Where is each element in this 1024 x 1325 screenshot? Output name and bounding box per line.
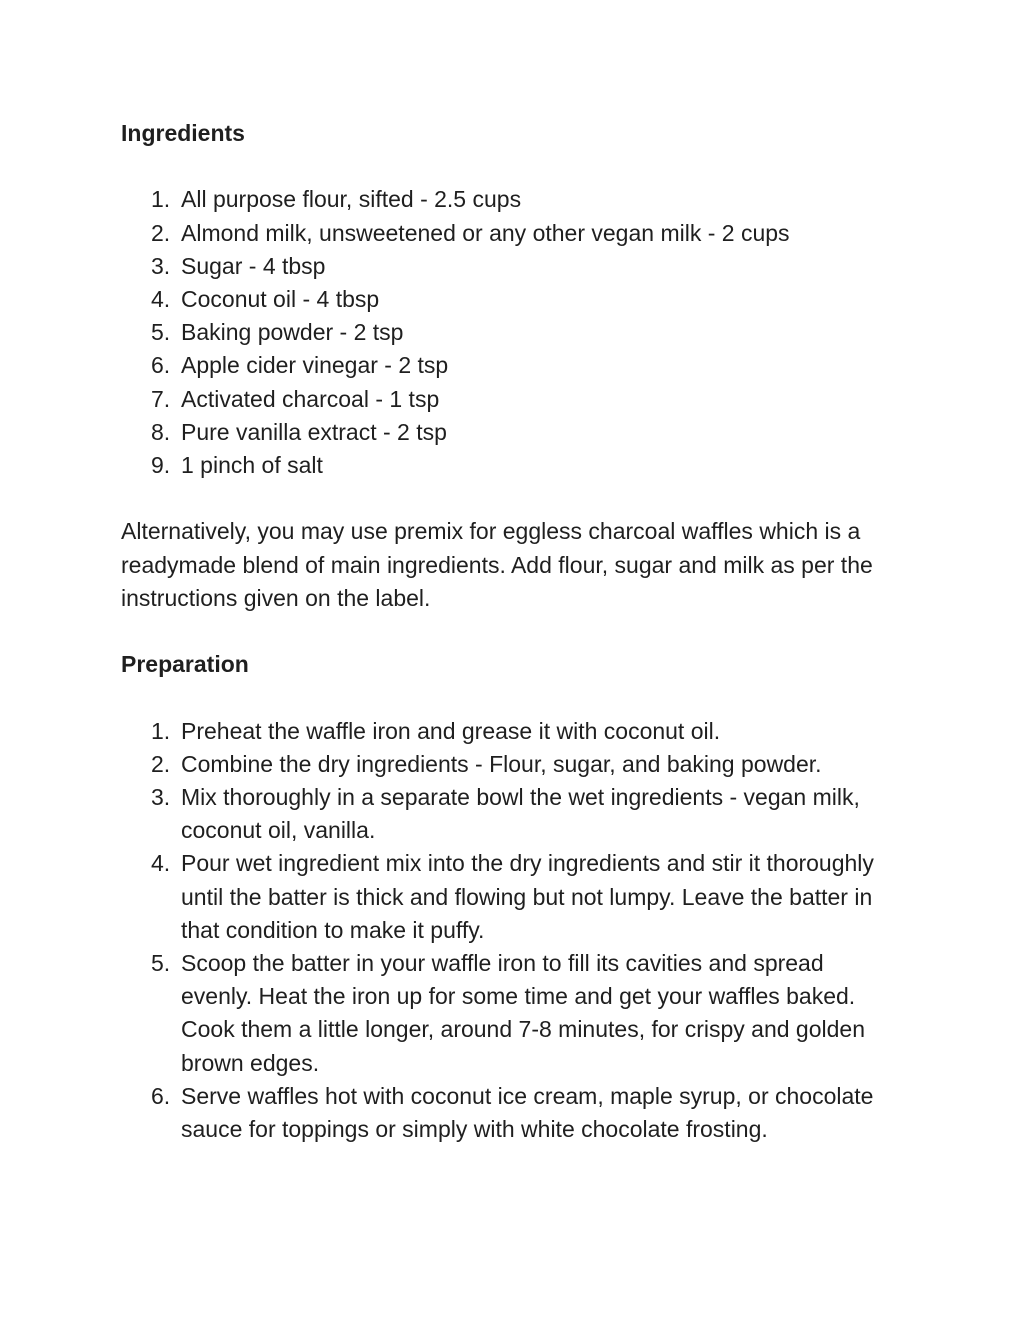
ingredients-heading: Ingredients — [121, 120, 245, 146]
step-text: Scoop the batter in your waffle iron to fill its cavities and spread evenly. Heat the iron up for some time and get your waffles baked. Cook them a little longer, around 7-8 minutes, for crispy and golden brown edges. — [181, 950, 865, 1076]
ingredient-item-2 — [121, 217, 881, 250]
list-number: 1. — [151, 186, 171, 213]
list-number: 6. — [151, 352, 171, 379]
ingredient-item-5 — [121, 316, 881, 349]
ingredient-text: Coconut oil - 4 tbsp — [181, 286, 380, 312]
list-number: 5. — [151, 950, 171, 977]
spacer — [121, 150, 921, 183]
ingredient-item-3 — [121, 250, 881, 283]
step-text: Combine the dry ingredients - Flour, sugar, and baking powder. — [181, 750, 822, 777]
preparation-heading: Preparation — [121, 651, 249, 678]
list-number: 1. — [151, 717, 171, 744]
alternative-note: Alternatively, you may use premix for eggless charcoal waffles which is a readymade blend of main ingredients. Add flour, sugar and milk as per the instructions given on the label. — [121, 518, 873, 611]
preparation-step-3 — [121, 781, 881, 847]
list-number: 8. — [151, 418, 171, 445]
spacer — [121, 681, 921, 714]
ingredient-text: Baking powder - 2 tsp — [181, 319, 404, 346]
ingredients-list — [121, 183, 921, 482]
list-number: 9. — [151, 452, 171, 479]
preparation-steps — [121, 715, 921, 1147]
spacer — [121, 482, 921, 515]
list-number: 5. — [151, 319, 171, 346]
step-text: Pour wet ingredient mix into the dry ingredients and stir it thoroughly until the batter is thick and flowing but not lumpy. Leave the batter in that condition to make it puffy. — [181, 850, 874, 943]
preparation-step-1 — [121, 715, 881, 748]
ingredient-text: Sugar - 4 tbsp — [181, 252, 326, 279]
preparation-step-5 — [121, 947, 881, 1080]
ingredient-text: Apple cider vinegar - 2 tsp — [181, 352, 449, 379]
step-text: Serve waffles hot with coconut ice cream, maple syrup, or chocolate sauce for toppings or simply with white chocolate frosting. — [181, 1082, 874, 1143]
ingredient-item-1 — [121, 183, 881, 216]
list-number: 3. — [151, 784, 171, 810]
list-number: 4. — [151, 850, 171, 877]
ingredient-text: Pure vanilla extract - 2 tsp — [181, 418, 447, 445]
ingredient-item-8 — [121, 416, 881, 449]
ingredient-text: All purpose flour, sifted - 2.5 cups — [181, 186, 522, 213]
spacer — [121, 615, 921, 648]
ingredient-item-4 — [121, 283, 881, 316]
step-text: Preheat the waffle iron and grease it with coconut oil. — [181, 717, 721, 744]
list-number: 7. — [151, 385, 171, 412]
list-number: 6. — [151, 1082, 171, 1109]
ingredient-item-6 — [121, 349, 881, 382]
preparation-step-4 — [121, 847, 881, 947]
ingredient-text: Activated charcoal - 1 tsp — [181, 385, 440, 412]
list-number: 4. — [151, 286, 171, 312]
ingredient-text: Almond milk, unsweetened or any other vegan milk - 2 cups — [181, 219, 790, 246]
list-number: 2. — [151, 219, 171, 246]
step-text: Mix thoroughly in a separate bowl the wet ingredients - vegan milk, coconut oil, vanilla. — [181, 784, 860, 844]
list-number: 2. — [151, 750, 171, 777]
ingredient-item-7 — [121, 383, 881, 416]
preparation-step-6 — [121, 1080, 881, 1146]
preparation-step-2 — [121, 748, 881, 781]
document-page — [121, 117, 921, 1146]
ingredient-item-9 — [121, 449, 881, 482]
list-number: 3. — [151, 252, 171, 279]
ingredient-text: 1 pinch of salt — [181, 452, 323, 479]
